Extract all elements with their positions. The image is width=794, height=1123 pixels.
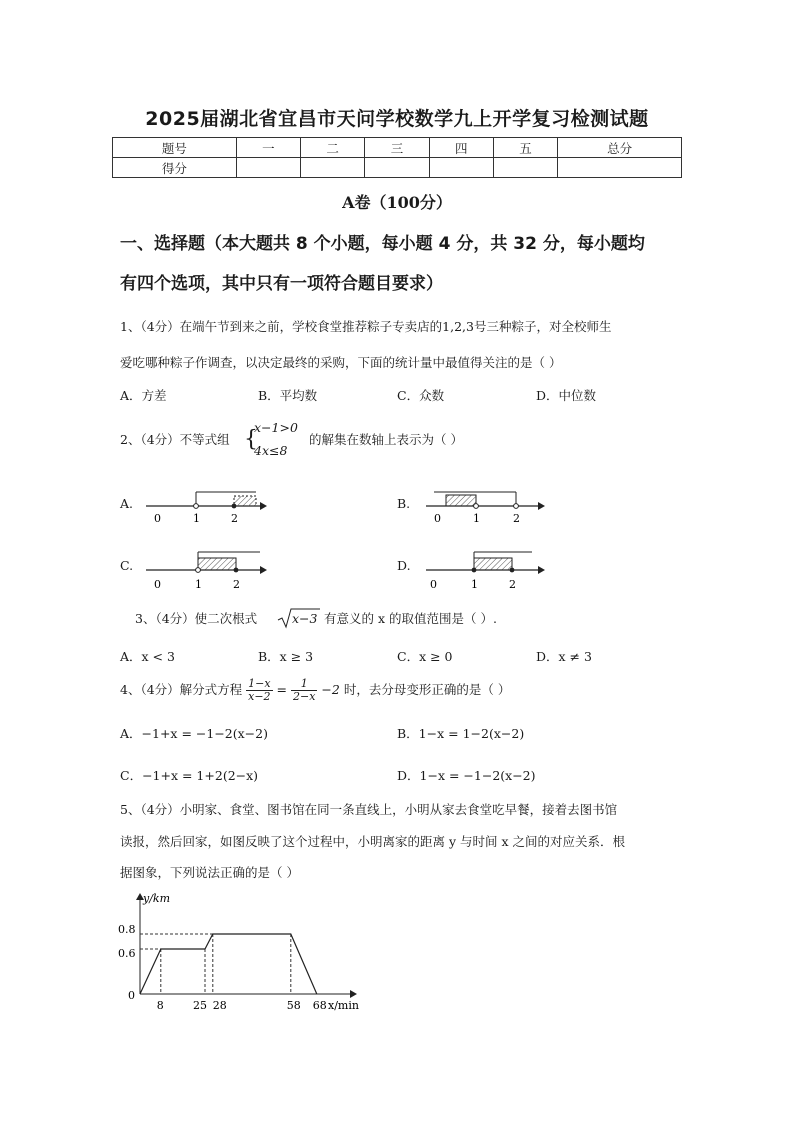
q4-option-a[interactable]: A．−1+x = −1−2(x−2) (120, 726, 268, 741)
q3-prefix: 3、（4分）使二次根式 (135, 611, 258, 626)
q4-fraction-1 (246, 678, 272, 703)
score-cell[interactable] (558, 158, 682, 178)
score-cell[interactable] (429, 158, 493, 178)
q1-option-b[interactable]: B．平均数 (258, 388, 318, 403)
origin-label: 0 (128, 989, 135, 1002)
page-title: 2025届湖北省宜昌市天问学校数学九上开学复习检测试题 (145, 108, 649, 130)
score-header-cell: 三 (365, 138, 429, 158)
closed-dot (472, 568, 477, 573)
q2-inequality-2: 4x≤8 (254, 443, 288, 458)
tick-label: 2 (513, 512, 520, 525)
q3-option-a[interactable]: A．x < 3 (120, 649, 175, 664)
closed-dot (234, 568, 239, 573)
fraction-denominator: x−2 (248, 690, 271, 703)
fraction-numerator: 1−x (248, 677, 271, 690)
tick-label: 2 (233, 578, 240, 591)
q3-option-d[interactable]: D．x ≠ 3 (536, 649, 592, 664)
arrow-icon (260, 502, 267, 510)
open-dot (194, 504, 199, 509)
brace-icon: { (244, 427, 258, 452)
q1-text-line1: 1、（4分）在端午节到来之前，学校食堂推荐粽子专卖店的1,2,3号三种粽子，对全校师生 (120, 319, 612, 334)
score-header-cell: 题号 (113, 138, 237, 158)
tick-label: 2 (231, 512, 238, 525)
q1-text-line2: 爱吃哪种粽子作调查，以决定最终的采购，下面的统计量中最值得关注的是（ ） (120, 355, 562, 370)
score-header-cell: 一 (236, 138, 300, 158)
q3-radicand: x−3 (292, 611, 318, 626)
tick-label: 1 (473, 512, 480, 525)
tick-label: 1 (193, 512, 200, 525)
score-cell[interactable] (236, 158, 300, 178)
tick-label: 0 (154, 578, 161, 591)
part-heading-line1: 一、选择题（本大题共 8 个小题，每小题 4 分，共 32 分，每小题均 (120, 234, 645, 254)
q3-option-c[interactable]: C．x ≥ 0 (397, 649, 453, 664)
q2-option-a[interactable]: A. (120, 496, 134, 511)
q2-option-d[interactable]: D. (397, 558, 411, 573)
arrow-icon (538, 502, 545, 510)
score-header-cell: 二 (301, 138, 365, 158)
q2-suffix: 的解集在数轴上表示为（ ） (309, 432, 463, 447)
x-tick-label: 28 (212, 999, 227, 1012)
score-cell[interactable] (493, 158, 557, 178)
score-header-cell: 总分 (558, 138, 682, 158)
x-axis-arrow-icon (350, 990, 357, 998)
fraction-denominator: 2−x (293, 690, 316, 703)
q2-option-c[interactable]: C. (120, 558, 134, 573)
fraction-numerator: 1 (291, 678, 317, 691)
tick-label: 2 (509, 578, 516, 591)
q4-option-c[interactable]: C．−1+x = 1+2(2−x) (120, 768, 259, 783)
score-header-cell: 五 (493, 138, 557, 158)
q4-equals: = (276, 682, 288, 697)
open-dot (196, 568, 201, 573)
shaded-region (234, 496, 256, 506)
arrow-icon (260, 566, 267, 574)
q5-text-line1: 5、（4分）小明家、食堂、图书馆在同一条直线上，小明从家去食堂吃早餐，接着去图书馆 (120, 802, 618, 817)
shaded-region (474, 558, 512, 570)
number-line-d (420, 544, 550, 592)
score-table (112, 137, 682, 178)
score-header-cell: 四 (429, 138, 493, 158)
y-tick-label: 0.8 (118, 923, 136, 936)
y-tick-label: 0.6 (118, 947, 136, 960)
arrow-icon (538, 566, 545, 574)
tick-label: 1 (195, 578, 202, 591)
score-row-label: 得分 (113, 158, 237, 178)
closed-dot (232, 504, 237, 509)
closed-dot (510, 568, 515, 573)
q5-text-line2: 读报，然后回家，如图反映了这个过程中，小明离家的距离 y 与时间 x 之间的对应关系．根 (120, 834, 626, 849)
tick-label: 0 (154, 512, 161, 525)
open-dot (514, 504, 519, 509)
q3-suffix: 有意义的 x 的取值范围是（ ）. (324, 611, 497, 626)
x-tick-label: 68 (312, 999, 327, 1012)
q4-fraction-2 (291, 678, 317, 703)
score-cell[interactable] (301, 158, 365, 178)
number-line-c (140, 544, 270, 592)
q2-option-b[interactable]: B. (397, 496, 411, 511)
x-axis-label: x/min (328, 999, 359, 1012)
x-tick-label: 25 (193, 999, 207, 1012)
q3-option-b[interactable]: B．x ≥ 3 (258, 649, 314, 664)
series-line (140, 934, 317, 994)
part-heading-line2: 有四个选项，其中只有一项符合题目要求） (120, 274, 443, 294)
q1-option-c[interactable]: C．众数 (397, 388, 445, 403)
q4-prefix: 4、（4分）解分式方程 (120, 682, 243, 697)
q5-text-line3: 据图象，下列说法正确的是（ ） (120, 865, 299, 880)
number-line-a (140, 484, 270, 530)
tick-label: 0 (430, 578, 437, 591)
x-tick-label: 8 (156, 999, 164, 1012)
q4-tail: −2 (321, 682, 340, 697)
q2-inequality-1: x−1>0 (254, 420, 298, 435)
shaded-region (198, 558, 236, 570)
q2-prefix: 2、（4分）不等式组 (120, 432, 230, 447)
score-cell[interactable] (365, 158, 429, 178)
shaded-region (446, 495, 476, 506)
q4-option-b[interactable]: B．1−x = 1−2(x−2) (397, 726, 525, 741)
distance-time-graph (110, 888, 380, 1014)
score-table-score-row (113, 158, 682, 178)
q1-option-d[interactable]: D．中位数 (536, 388, 597, 403)
q4-option-d[interactable]: D．1−x = −1−2(x−2) (397, 768, 536, 783)
q4-suffix: 时，去分母变形正确的是（ ） (343, 682, 511, 697)
y-axis-label: y/km (143, 892, 171, 905)
tick-label: 0 (434, 512, 441, 525)
x-tick-label: 58 (286, 999, 301, 1012)
q4-line (120, 676, 510, 704)
tick-label: 1 (471, 578, 478, 591)
number-line-b (420, 484, 550, 530)
section-title: A卷（100分） (342, 193, 452, 212)
q1-option-a[interactable]: A．方差 (120, 388, 167, 403)
open-dot (474, 504, 479, 509)
score-table-header-row (113, 138, 682, 158)
